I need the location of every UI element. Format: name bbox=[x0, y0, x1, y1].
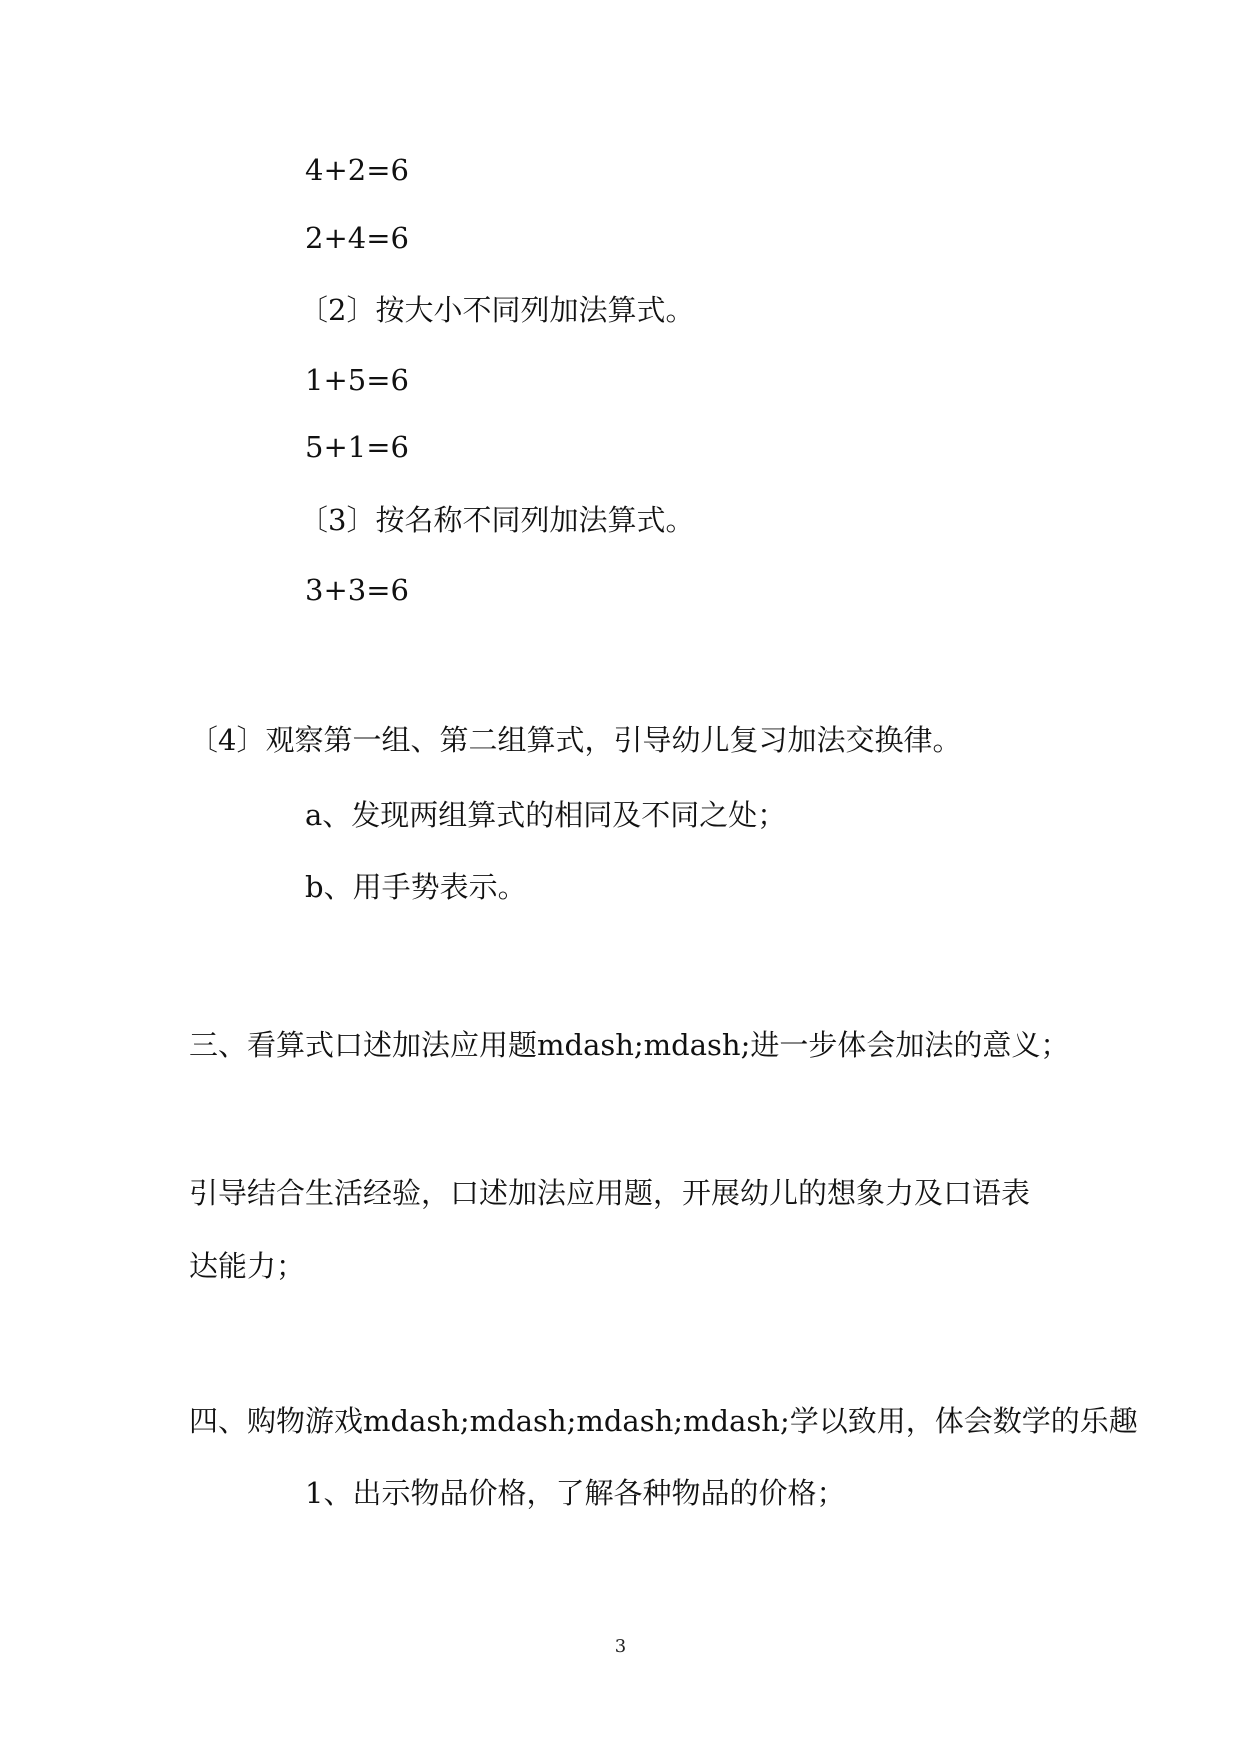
paragraph-line: 达能力； bbox=[189, 1249, 306, 1283]
sub-item: a、发现两组算式的相同及不同之处； bbox=[305, 798, 787, 832]
step-heading: 〔4〕观察第一组、第二组算式，引导幼儿复习加法交换律。 bbox=[189, 723, 962, 757]
equation-line: 3+3=6 bbox=[305, 573, 409, 607]
section-heading: 三、看算式口述加法应用题mdash;mdash;进一步体会加法的意义； bbox=[189, 1028, 1070, 1062]
equation-line: 4+2=6 bbox=[305, 153, 409, 187]
paragraph-line: 引导结合生活经验，口述加法应用题，开展幼儿的想象力及口语表 bbox=[189, 1176, 1031, 1210]
step-heading: 〔3〕按名称不同列加法算式。 bbox=[299, 503, 695, 537]
equation-line: 1+5=6 bbox=[305, 363, 409, 397]
step-heading: 〔2〕按大小不同列加法算式。 bbox=[299, 293, 695, 327]
page-number: 3 bbox=[614, 1636, 627, 1657]
sub-item: 1、出示物品价格，了解各种物品的价格； bbox=[305, 1476, 846, 1510]
equation-line: 2+4=6 bbox=[305, 221, 409, 255]
sub-item: b、用手势表示。 bbox=[305, 870, 527, 904]
equation-line: 5+1=6 bbox=[305, 430, 409, 464]
section-heading: 四、购物游戏mdash;mdash;mdash;mdash;学以致用，体会数学的乐趣 bbox=[189, 1404, 1138, 1438]
